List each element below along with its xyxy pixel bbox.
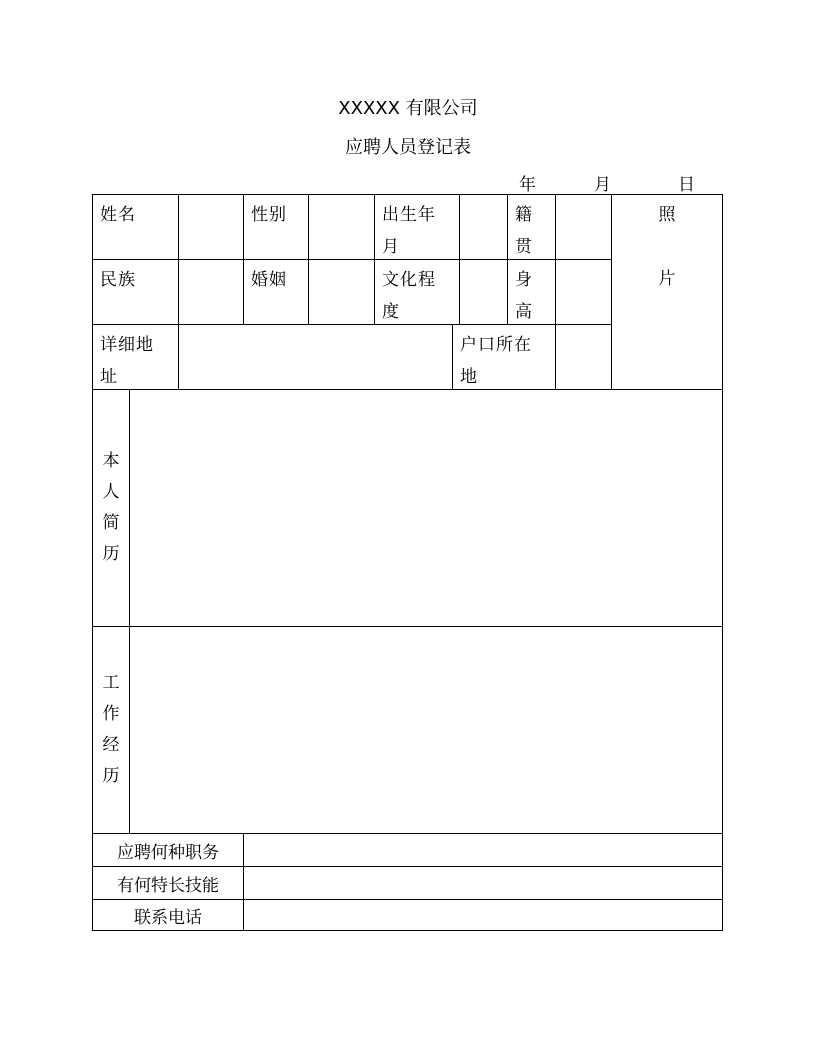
work-char-1: 工 bbox=[102, 673, 120, 693]
label-ethnicity bbox=[92, 259, 179, 325]
label-skills bbox=[92, 866, 244, 900]
input-height[interactable] bbox=[555, 259, 612, 325]
label-native-place bbox=[507, 194, 556, 260]
label-gender bbox=[243, 194, 309, 260]
label-birth bbox=[374, 194, 460, 260]
label-resume bbox=[92, 389, 130, 627]
label-education-text: 文化程度 bbox=[382, 270, 436, 322]
label-ethnicity-text: 民族 bbox=[100, 270, 136, 290]
label-phone bbox=[92, 899, 244, 931]
input-name[interactable] bbox=[178, 194, 244, 260]
label-name bbox=[92, 194, 179, 260]
work-char-4: 历 bbox=[102, 766, 120, 786]
form-title: 应聘人员登记表 bbox=[345, 137, 471, 158]
input-marital[interactable] bbox=[308, 259, 375, 325]
label-phone-text: 联系电话 bbox=[134, 908, 202, 928]
label-education bbox=[374, 259, 460, 325]
label-marital bbox=[243, 259, 309, 325]
work-char-3: 经 bbox=[102, 735, 120, 755]
label-hukou-text: 户口所在地 bbox=[460, 335, 532, 387]
date-month-label: 月 bbox=[594, 175, 611, 195]
input-native-place[interactable] bbox=[555, 194, 612, 260]
label-position bbox=[92, 833, 244, 867]
date-day-label: 日 bbox=[678, 175, 695, 195]
label-marital-text: 婚姻 bbox=[251, 270, 287, 290]
resume-char-2: 人 bbox=[102, 482, 120, 502]
label-birth-text: 出生年月 bbox=[382, 205, 436, 257]
label-work-experience bbox=[92, 626, 130, 834]
input-gender[interactable] bbox=[308, 194, 375, 260]
label-name-text: 姓名 bbox=[100, 205, 136, 225]
input-work-experience[interactable] bbox=[129, 626, 723, 834]
label-hukou bbox=[452, 324, 556, 390]
label-position-text: 应聘何种职务 bbox=[117, 843, 219, 863]
resume-char-4: 历 bbox=[102, 544, 120, 564]
photo-label-line2: 片 bbox=[658, 269, 676, 289]
input-position[interactable] bbox=[243, 833, 723, 867]
input-education[interactable] bbox=[459, 259, 508, 325]
company-title: XXXXX 有限公司 bbox=[338, 98, 478, 119]
label-height bbox=[507, 259, 556, 325]
input-address[interactable] bbox=[178, 324, 453, 390]
input-phone[interactable] bbox=[243, 899, 723, 931]
label-skills-text: 有何特长技能 bbox=[117, 876, 219, 896]
work-char-2: 作 bbox=[102, 704, 120, 724]
input-resume[interactable] bbox=[129, 389, 723, 627]
label-address bbox=[92, 324, 179, 390]
input-hukou[interactable] bbox=[555, 324, 612, 390]
label-native-place-text: 籍贯 bbox=[515, 205, 532, 257]
label-address-text: 详细地址 bbox=[100, 335, 154, 387]
label-height-text: 身高 bbox=[515, 270, 532, 322]
photo-box[interactable] bbox=[611, 194, 723, 390]
resume-char-1: 本 bbox=[102, 451, 120, 471]
input-birth[interactable] bbox=[459, 194, 508, 260]
photo-label-line1: 照 bbox=[658, 205, 676, 225]
date-year-label: 年 bbox=[519, 175, 536, 195]
resume-char-3: 简 bbox=[102, 513, 120, 533]
input-ethnicity[interactable] bbox=[178, 259, 244, 325]
input-skills[interactable] bbox=[243, 866, 723, 900]
label-gender-text: 性别 bbox=[251, 205, 287, 225]
